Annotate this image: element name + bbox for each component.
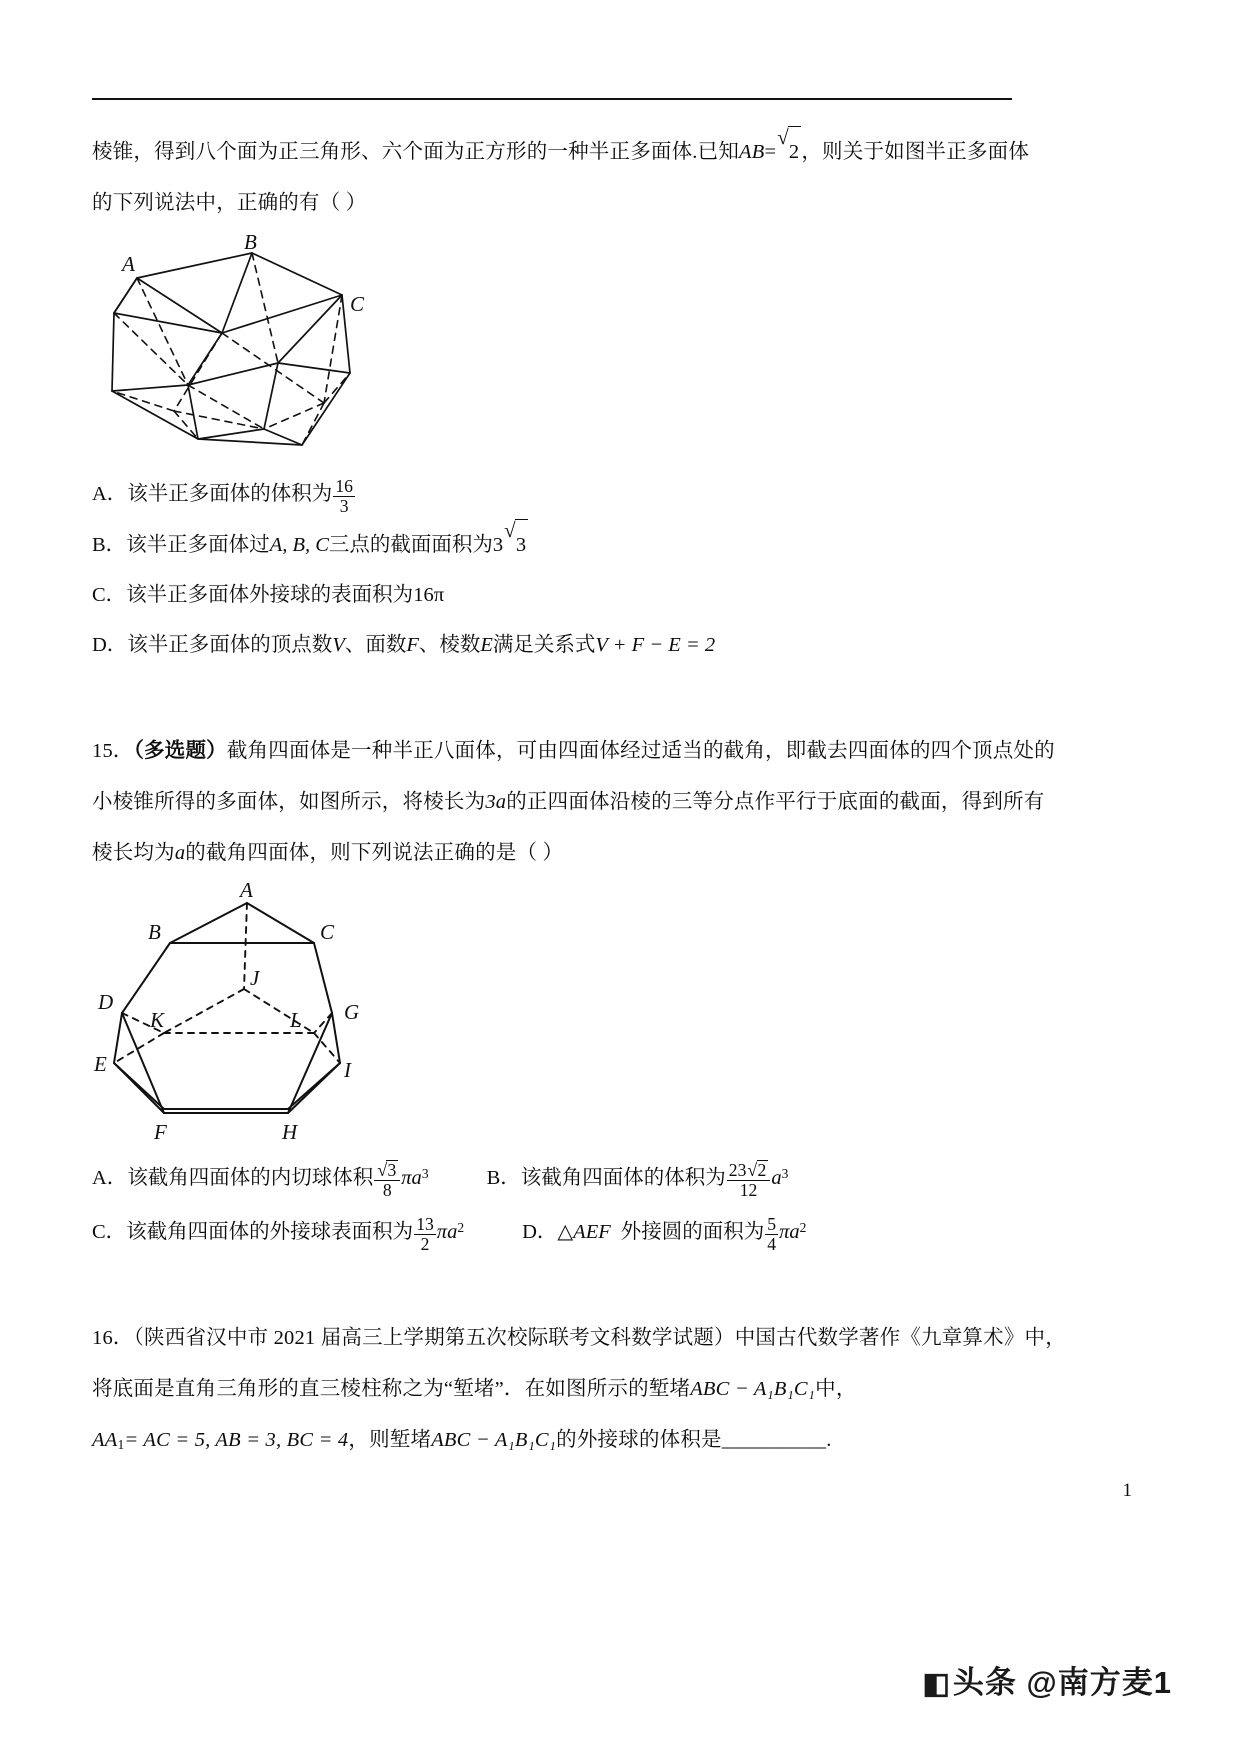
q15-option-a-exp: 3 <box>421 1166 429 1181</box>
q14-option-d-sep2: 、棱数 <box>418 634 481 656</box>
q15-option-c-text: 该截角四面体的外接球表面积为 <box>126 1221 414 1244</box>
q15-option-row-cd <box>92 1203 1022 1257</box>
fig-label-C: C <box>350 292 365 316</box>
header-rule <box>92 98 1012 100</box>
fig2-label-F: F <box>154 1120 167 1144</box>
fig2-label-C: C <box>320 920 335 944</box>
q16-prism-label-2: ABC − A₁B₁C₁ <box>431 1429 557 1452</box>
q14-line1-text-a: 棱锥，得到八个面为正三角形、六个面为正方形的一种半正多面体.已知 <box>92 141 740 163</box>
fig2-label-K: K <box>150 1008 165 1032</box>
q15-line2 <box>92 777 1045 828</box>
fig2-label-L: L <box>290 1008 302 1032</box>
q16-prism-label-1: ABC − A₁B₁C₁ <box>690 1378 816 1401</box>
q14-option-b-text-b: 三点的截面面积为 <box>328 534 493 556</box>
q15-option-a-text: 该截角四面体的内切球体积 <box>127 1167 374 1190</box>
q15-option-d-fraction: $\frac{5}{4}$ <box>767 1214 777 1255</box>
q14-option-a-text: 该半正多面体的体积为 <box>127 483 333 505</box>
q14-option-b-letter: B． <box>92 534 127 556</box>
q14-option-b[interactable] <box>92 519 1022 570</box>
fig-label-B: B <box>244 233 257 254</box>
q15-option-d-letter: D． <box>522 1221 558 1244</box>
fig2-label-A: A <box>240 881 253 902</box>
q14-option-d-sep1: 、面数 <box>344 634 407 656</box>
page-number: 1 <box>1122 1480 1132 1501</box>
q14-option-b-coef: 3 <box>492 534 504 556</box>
q15-option-d-triangle: △AEF <box>557 1221 611 1244</box>
fig-label-A: A <box>122 252 135 276</box>
q14-option-b-text-a: 该半正多面体过 <box>126 534 270 556</box>
q15-edge-a: a <box>174 842 186 864</box>
toutiao-logo-icon: ◧ <box>922 1668 951 1700</box>
radical-icon: √ <box>777 124 789 149</box>
q15-line1 <box>92 726 1055 777</box>
q14-option-b-sqrt: √ 3 <box>504 519 528 570</box>
q14-option-a-fraction: $\frac{16}{3}$ <box>335 475 353 516</box>
q14-option-c-text: 该半正多面体外接球的表面积为 <box>126 584 414 606</box>
q14-eq-sign: = <box>764 141 777 163</box>
fig2-label-D: D <box>98 990 114 1014</box>
q15-line3-text-a: 棱长均为 <box>92 842 175 864</box>
q14-option-d-e: E <box>480 634 493 656</box>
q14-sqrt2: √ 2 <box>777 126 801 178</box>
fig2-label-G: G <box>344 1000 360 1024</box>
q15-option-d-exp: 2 <box>799 1220 807 1236</box>
q15-option-a-letter: A． <box>92 1167 128 1190</box>
q16-measurements: = AC = 5, AB = 3, BC = 4 <box>124 1429 349 1452</box>
q15-edge-length: 3a <box>485 791 507 813</box>
q16-line1 <box>92 1313 1066 1364</box>
page-content <box>92 124 1066 1470</box>
radical-icon: √ <box>747 1159 758 1180</box>
q15-option-a[interactable] <box>92 1159 429 1201</box>
q16-line3-text: ，则堑堵 <box>348 1429 432 1452</box>
q14-line1-text-b: ，则关于如图半正多面体 <box>801 141 1030 163</box>
q14-option-d-text-a: 该半正多面体的顶点数 <box>127 634 333 656</box>
q15-number: 15． <box>92 740 134 762</box>
q15-option-b-exp: 3 <box>781 1166 789 1181</box>
q15-option-b-letter: B． <box>486 1167 521 1190</box>
q15-line2-text-a: 小棱锥所得的多面体，如图所示，将棱长为 <box>92 791 486 813</box>
fig2-label-I: I <box>344 1058 351 1082</box>
q14-line2: 的下列说法中，正确的有（ ） <box>92 192 367 214</box>
q14-option-d-text-b: 满足关系式 <box>492 634 596 656</box>
fig2-label-E: E <box>94 1052 107 1076</box>
q15-option-row-ab <box>92 1149 1022 1203</box>
q16-source: （陕西省汉中市 2021 届高三上学期第五次校际联考文科数学试题） <box>133 1327 735 1350</box>
q16-aa-subscript: 1 <box>117 1437 125 1453</box>
q15-option-c-fraction: $\frac{13}{2}$ <box>416 1214 434 1255</box>
q14-option-c[interactable] <box>92 570 1022 620</box>
q15-option-a-tail: πa <box>401 1167 422 1190</box>
watermark-text: 头条 @南方麦1 <box>952 1665 1172 1700</box>
fig2-label-B: B <box>148 920 161 944</box>
q16-aa-label: AA <box>92 1429 118 1452</box>
q14-option-d-relation: V + F − E = 2 <box>595 634 716 656</box>
q15-line3-text-b: 的截角四面体，则下列说法正确的是（ ） <box>185 842 564 864</box>
q15-option-c-tail: πa <box>436 1221 458 1244</box>
cuboctahedron-diagram <box>92 233 512 469</box>
q15-line3 <box>92 828 1022 879</box>
q15-option-d[interactable] <box>522 1214 807 1255</box>
q15-figure <box>92 881 1022 1149</box>
q14-option-d[interactable] <box>92 620 1022 670</box>
q14-option-a[interactable] <box>92 469 1022 519</box>
q15-option-d-text: 外接圆的面积为 <box>620 1221 765 1244</box>
q15-option-b-tail: a <box>771 1167 782 1190</box>
q16-line2-text-b: 中， <box>815 1378 857 1401</box>
q16-answer-blank[interactable]: __________ <box>721 1429 827 1452</box>
q14-ab-label: AB <box>739 141 765 163</box>
q15-option-c[interactable] <box>92 1214 465 1255</box>
q15-option-a-fraction: √ 3 8 <box>374 1160 400 1200</box>
q14-figure <box>92 233 1022 469</box>
q14-line1 <box>92 124 1030 178</box>
q14-option-c-letter: C． <box>92 584 127 606</box>
q14-option-d-v: V <box>332 634 345 656</box>
q15-option-b[interactable] <box>486 1159 789 1201</box>
q15-line1-text: 截角四面体是一种半正八面体，可由四面体经过适当的截角，即截去四面体的四个顶点处的 <box>226 740 1055 762</box>
q16-line1-tail: 中国古代数学著作《九章算术》中， <box>734 1327 1066 1350</box>
radical-icon: √ <box>504 517 516 542</box>
q14-option-d-letter: D． <box>92 634 128 656</box>
q15-option-d-tail: πa <box>779 1221 800 1244</box>
q14-option-a-letter: A． <box>92 483 128 505</box>
fig2-label-J: J <box>250 966 260 990</box>
fig2-label-H: H <box>282 1120 298 1144</box>
q15-tag: （多选题） <box>133 740 227 762</box>
truncated-tetrahedron-diagram <box>92 881 392 1149</box>
q15-option-c-exp: 2 <box>457 1220 465 1236</box>
q15-line2-text-b: 的正四面体沿棱的三等分点作平行于底面的截面，得到所有 <box>506 791 1045 813</box>
q15-option-a-num: √ 3 <box>377 1159 397 1181</box>
q16-period: . <box>826 1429 832 1452</box>
q16-line2-text-a: 将底面是直角三角形的直三棱柱称之为“堑堵”．在如图所示的堑堵 <box>92 1378 691 1401</box>
q15-option-b-num: 23 √ 2 <box>728 1159 767 1181</box>
q14-option-b-points: A, B, C <box>269 534 329 556</box>
q15-option-b-fraction: 23 √ 2 12 <box>727 1160 771 1200</box>
q15-option-b-text: 该截角四面体的体积为 <box>520 1167 726 1190</box>
radical-icon: √ <box>377 1159 388 1180</box>
q14-option-d-f: F <box>406 634 419 656</box>
q16-line3-tail: 的外接球的体积是 <box>556 1429 722 1452</box>
q16-line2 <box>92 1364 1022 1415</box>
q14-option-c-value: 16π <box>413 584 445 606</box>
q16-line3 <box>92 1415 1022 1470</box>
q16-number: 16． <box>92 1327 134 1350</box>
watermark <box>923 1657 1173 1702</box>
q15-option-c-letter: C． <box>92 1221 127 1244</box>
